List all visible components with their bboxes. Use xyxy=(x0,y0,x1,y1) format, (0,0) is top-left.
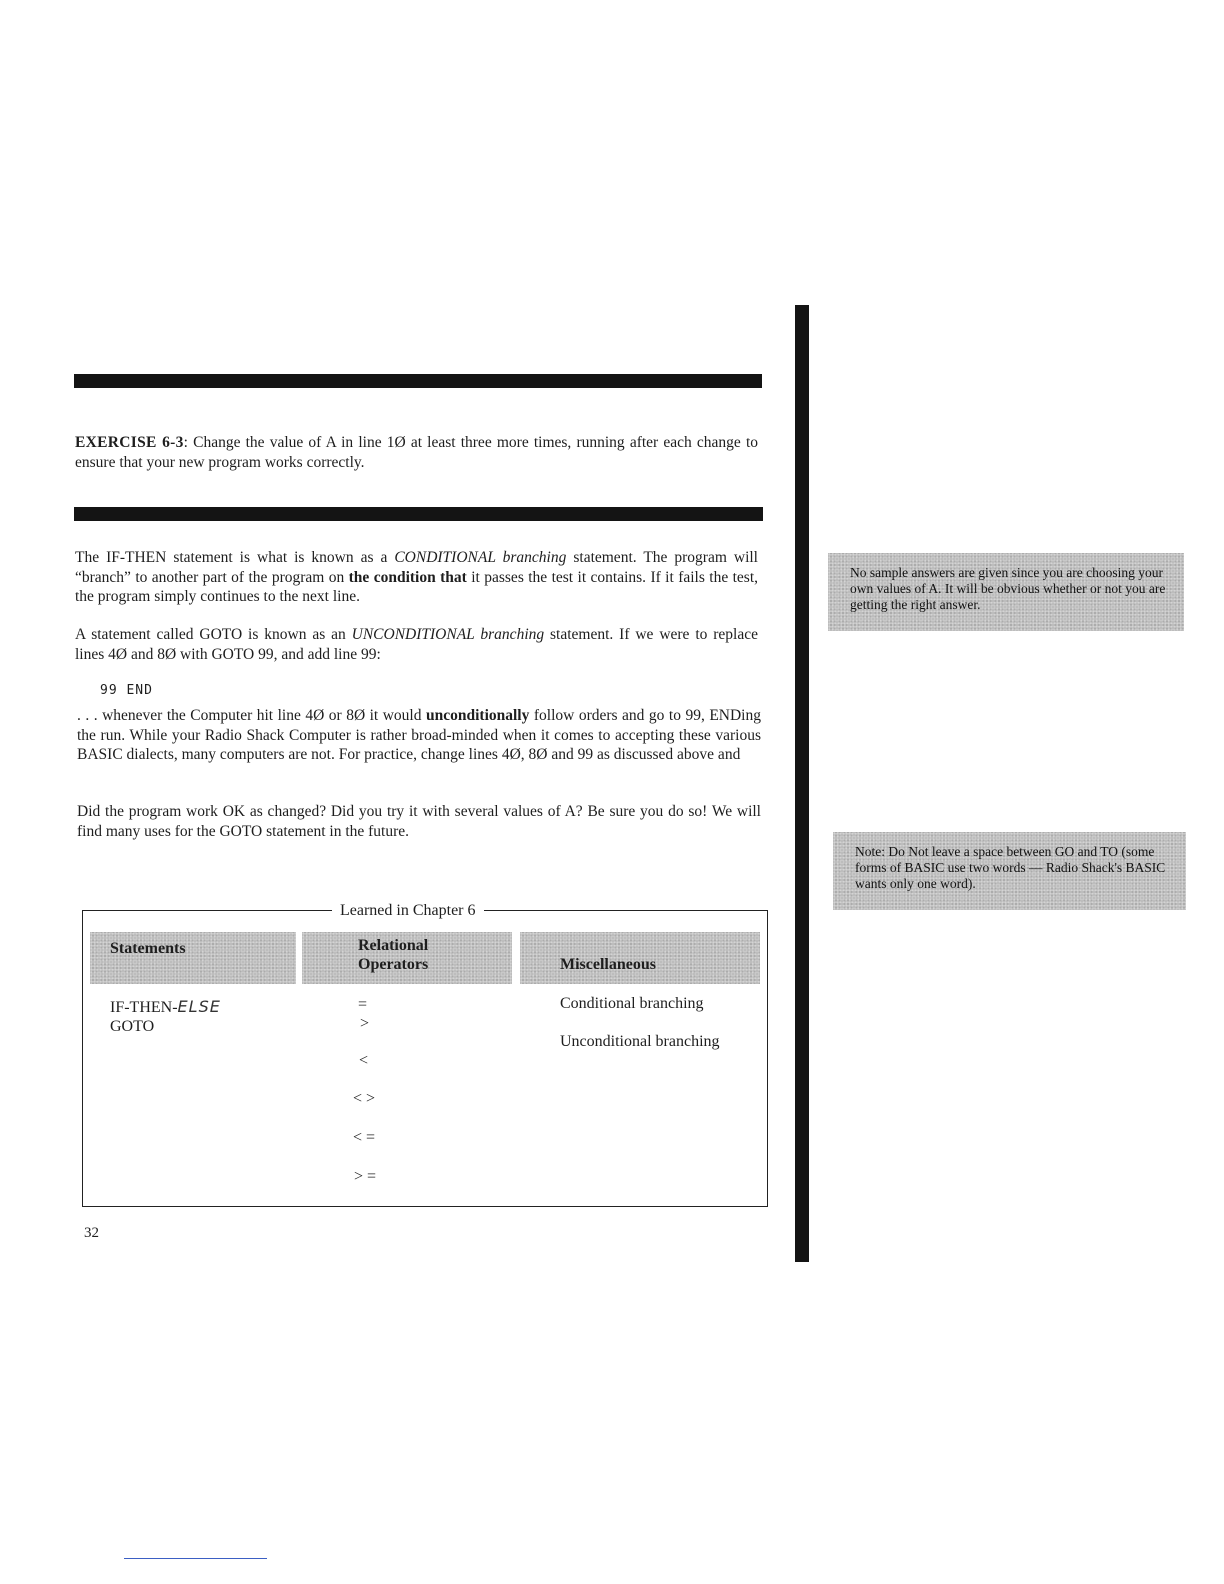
statement-goto: GOTO xyxy=(110,1018,155,1035)
statement-if-then-label: IF-THEN- xyxy=(110,999,178,1016)
unconditional-text-1: A statement called GOTO is known as an xyxy=(75,626,352,643)
header-relational-line2: Operators xyxy=(358,956,429,973)
misc-unconditional-branching: Unconditional branching xyxy=(560,1033,720,1050)
header-relational-operators xyxy=(302,932,512,984)
top-divider-bar xyxy=(74,374,762,388)
misc-conditional-branching: Conditional branching xyxy=(560,995,704,1012)
handwritten-else-note: ELSE xyxy=(177,997,221,1016)
bottom-line xyxy=(124,1558,267,1559)
header-relational-line1: Relational xyxy=(358,937,429,954)
header-statements xyxy=(90,932,296,984)
whenever-text-2: follow orders and go to 99, ENDing the run. While your Radio Shack Computer is rather broad-minded when it comes to accepting these various BASIC dialects, many computers are not. For practice, change lines 4Ø, 8Ø and 99 as discussed above and xyxy=(77,707,761,763)
operator-greater-than: > xyxy=(360,1015,370,1032)
conditional-text-2: statement. The program will “branch” to another part of the program on xyxy=(75,549,758,586)
whenever-strong: unconditionally xyxy=(425,707,530,724)
whenever-text-1: . . . whenever the Computer hit line 4Ø or 8Ø it would xyxy=(77,707,426,724)
did-program-paragraph: Did the program work OK as changed? Did you try it with several values of A? Be sure you do so! We will find many uses for the GOTO statement in the future. xyxy=(77,803,761,840)
conditional-paragraph xyxy=(75,548,758,607)
operator-equals: = xyxy=(358,996,368,1013)
operator-less-equal: < = xyxy=(353,1129,376,1146)
side-note-goto-spacing: Note: Do Not leave a space between GO and TO (some forms of BASIC use two words — Radio Shack's BASIC wants only one word). xyxy=(833,832,1186,910)
statement-if-then xyxy=(110,997,221,1018)
unconditional-emphasis: UNCONDITIONAL branching xyxy=(351,626,545,643)
exercise-label: EXERCISE 6-3 xyxy=(75,434,184,451)
whenever-paragraph xyxy=(77,706,761,765)
conditional-text-1: The IF-THEN statement is what is known as a xyxy=(75,549,395,566)
code-line-99: 99 END xyxy=(100,683,153,698)
exercise-paragraph xyxy=(75,433,758,472)
vertical-divider-bar xyxy=(795,305,809,1262)
exercise-text: : Change the value of A in line 1Ø at least three more times, running after each change to ensure that your new program works correctly. xyxy=(75,434,759,471)
operator-greater-equal: > = xyxy=(354,1168,377,1185)
unconditional-text-2: statement. If we were to replace lines 4Ø and 8Ø with GOTO 99, and add line 99: xyxy=(75,626,758,663)
header-miscellaneous xyxy=(520,932,760,984)
conditional-strong: the condition that xyxy=(348,568,467,586)
conditional-emphasis: CONDITIONAL branching xyxy=(394,549,567,566)
page-number: 32 xyxy=(84,1225,99,1241)
learned-title: Learned in Chapter 6 xyxy=(332,901,484,921)
operator-less-than: < xyxy=(359,1052,369,1069)
unconditional-paragraph xyxy=(75,625,758,664)
middle-divider-bar xyxy=(74,507,763,521)
operator-not-equal: < > xyxy=(353,1090,376,1107)
conditional-text-3: it passes the test it contains. If it fails the test, the program simply continues to the next line. xyxy=(75,568,759,605)
side-note-answers: No sample answers are given since you are choosing your own values of A. It will be obvious whether or not you are getting the right answer. xyxy=(828,553,1184,631)
header-misc-label: Miscellaneous xyxy=(560,956,656,973)
header-statements-label: Statements xyxy=(110,940,186,957)
